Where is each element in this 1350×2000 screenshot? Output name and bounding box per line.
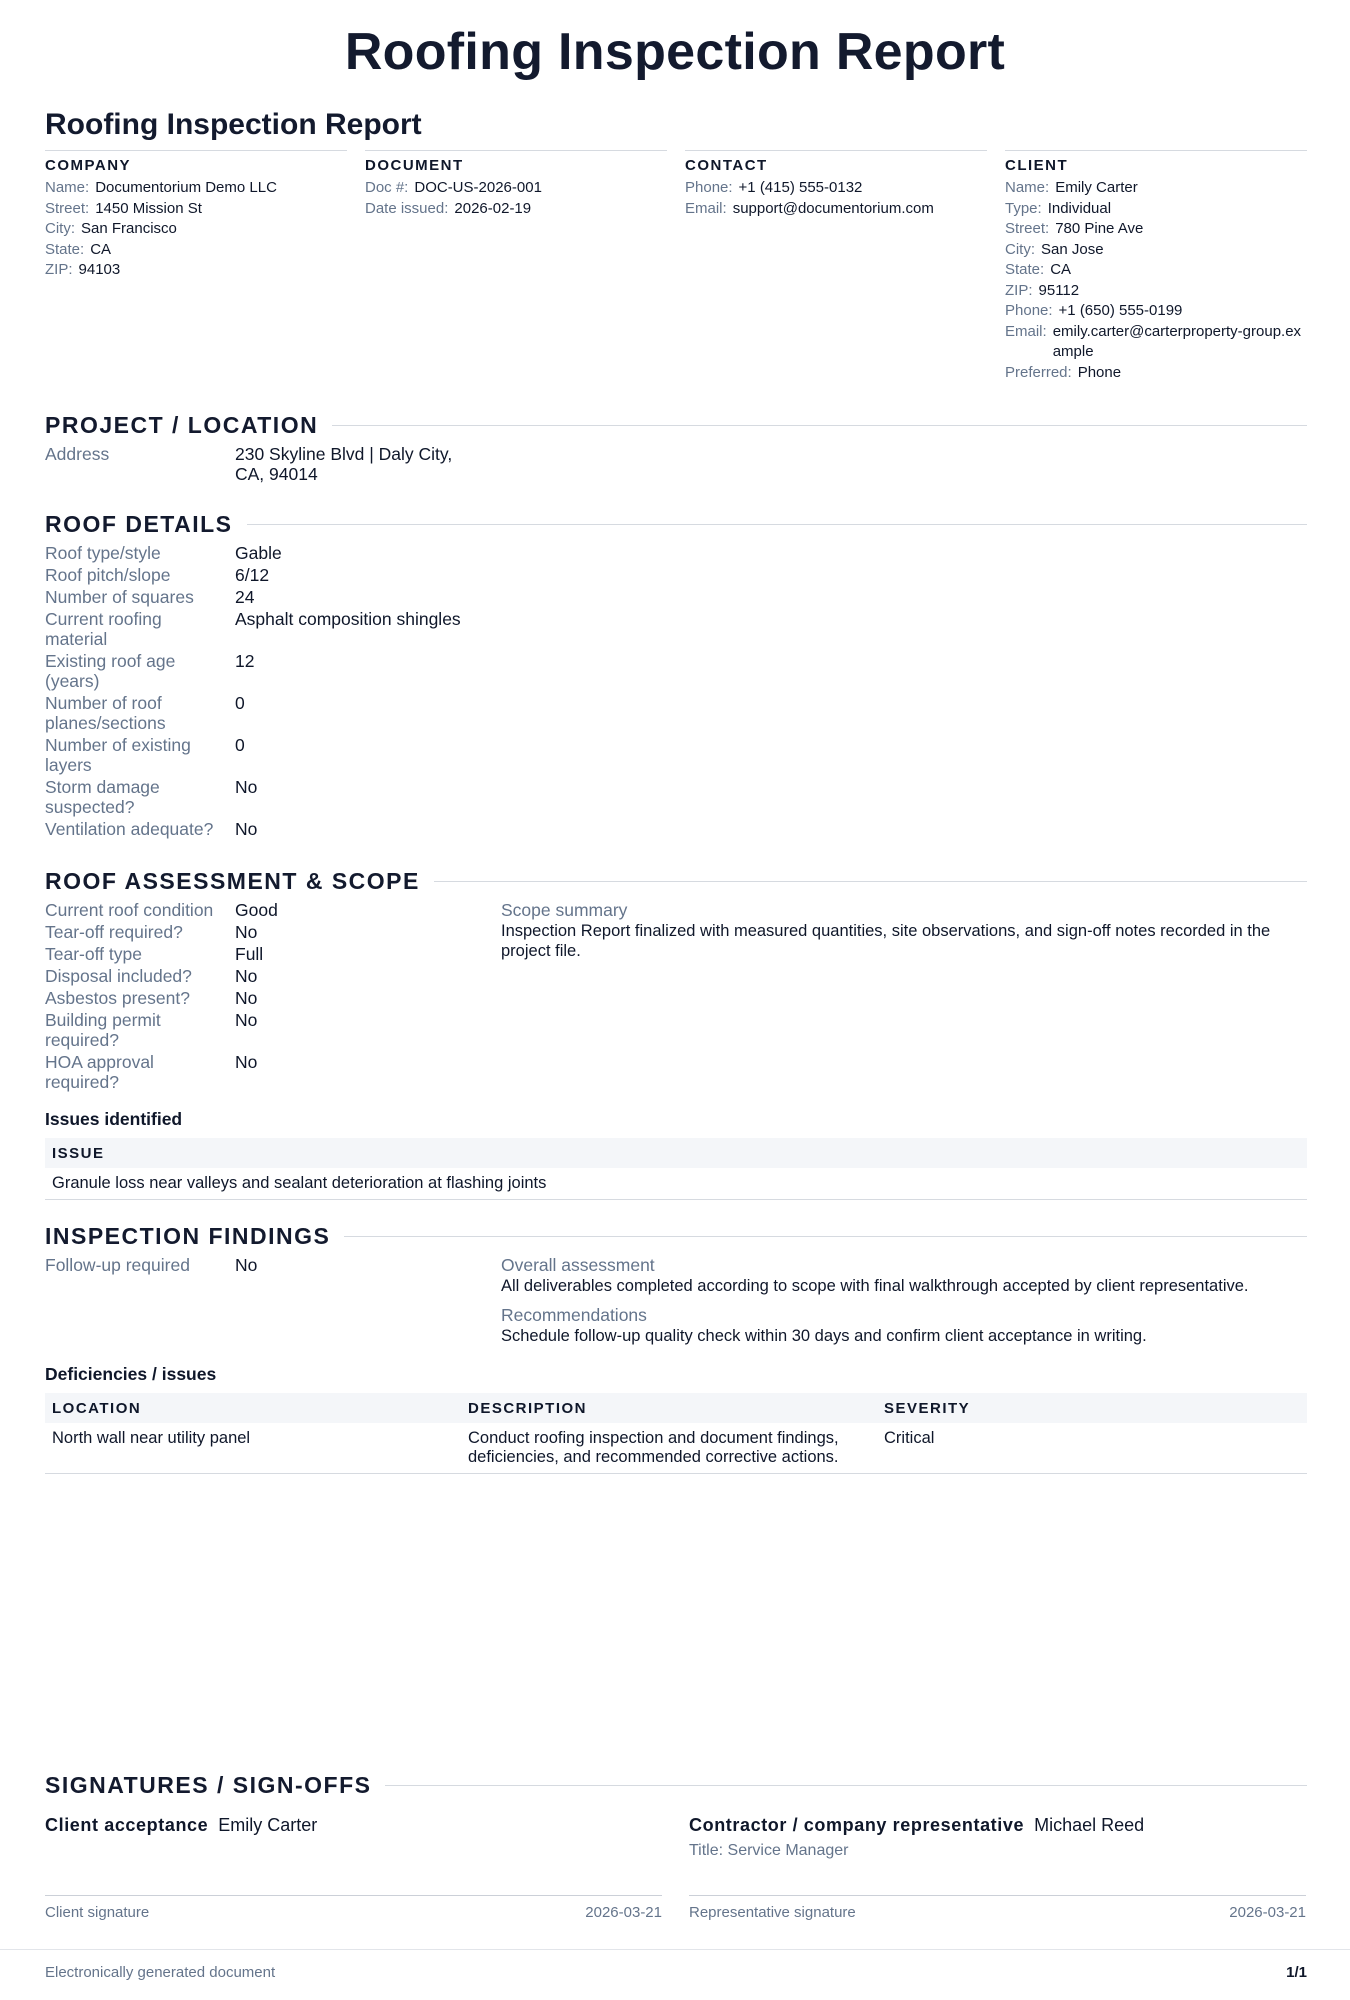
page-number: 1/1 xyxy=(1286,1964,1307,1981)
field-value: 12 xyxy=(235,651,255,671)
roof-details-fields xyxy=(45,543,495,841)
field-value: 0 xyxy=(235,693,245,713)
rep-signature-date: 2026-03-21 xyxy=(1229,1904,1306,1921)
overall-assessment-text: All deliverables completed according to scope with final walkthrough accepted by client representative. xyxy=(501,1277,1249,1295)
section-rule xyxy=(385,1785,1307,1786)
table-cell: Granule loss near valleys and sealant deterioration at flashing joints xyxy=(45,1168,1307,1200)
kv-value: emily.carter@carterproperty-group.example xyxy=(1052,322,1302,360)
deficiencies-heading: Deficiencies / issues xyxy=(45,1364,217,1384)
field-label: Current roof condition xyxy=(45,900,214,920)
footer-divider xyxy=(0,1949,1350,1950)
kv-value: Documentorium Demo LLC xyxy=(95,179,277,196)
field-label: Roof type/style xyxy=(45,543,161,563)
field-label: Address xyxy=(45,444,110,464)
field-label: Tear-off type xyxy=(45,944,142,964)
findings-fields xyxy=(45,1255,495,1277)
section-title: SIGNATURES / SIGN-OFFS xyxy=(45,1772,372,1798)
field-value: No xyxy=(235,777,258,797)
project-section-header xyxy=(45,412,1307,439)
section-title: ROOF ASSESSMENT & SCOPE xyxy=(45,868,420,894)
field-label: Existing roof age (years) xyxy=(45,651,176,691)
footer-note: Electronically generated document xyxy=(45,1964,276,1981)
kv-label: Phone: xyxy=(1005,302,1053,319)
field-label: Tear-off required? xyxy=(45,922,183,942)
issues-heading: Issues identified xyxy=(45,1109,183,1129)
section-rule xyxy=(434,881,1307,882)
section-rule xyxy=(247,524,1307,525)
client-signature-block xyxy=(45,1815,667,1836)
kv-value: San Francisco xyxy=(81,220,177,237)
rep-title: Title: Service Manager xyxy=(689,1842,849,1859)
field-label: Roof pitch/slope xyxy=(45,565,171,585)
kv-value: Individual xyxy=(1047,199,1112,217)
header-info-grid xyxy=(45,150,1307,383)
detail-field xyxy=(45,777,495,817)
kv-label: State: xyxy=(45,240,85,258)
field-label: Disposal included? xyxy=(45,966,192,986)
kv-label: Date issued: xyxy=(365,199,449,217)
client-signature-line xyxy=(45,1895,662,1921)
rep-signer-name: Michael Reed xyxy=(1034,1815,1145,1835)
assessment-field xyxy=(45,988,495,1008)
kv-value: 95112 xyxy=(1038,281,1080,299)
field-value: No xyxy=(235,819,258,839)
scope-summary-text: Inspection Report finalized with measured quantities, site observations, and sign-off notes recorded in the project file. xyxy=(501,922,1271,960)
field-value: 0 xyxy=(235,735,245,755)
section-title: ROOF DETAILS xyxy=(45,511,233,537)
detail-field xyxy=(45,609,495,649)
client-type-row xyxy=(1005,199,1307,220)
kv-label: Street: xyxy=(1005,220,1050,237)
kv-value: DOC-US-2026-001 xyxy=(414,179,542,196)
client-email-row xyxy=(1005,322,1307,363)
document-heading: DOCUMENT xyxy=(365,150,667,174)
section-rule xyxy=(344,1236,1307,1237)
recommendations-label: Recommendations xyxy=(501,1305,647,1325)
field-value: No xyxy=(235,966,258,986)
column-header-location: LOCATION xyxy=(45,1393,461,1423)
field-value: Full xyxy=(235,944,264,964)
company-state-row xyxy=(45,240,347,261)
client-zip-row xyxy=(1005,281,1307,302)
field-value: No xyxy=(235,988,258,1008)
kv-value: +1 (650) 555-0199 xyxy=(1058,302,1183,319)
assessment-field xyxy=(45,1010,495,1050)
assessment-fields xyxy=(45,900,495,1094)
client-name-row xyxy=(1005,178,1307,199)
rep-signature-label: Representative signature xyxy=(689,1904,856,1921)
scope-summary-block xyxy=(501,899,1307,969)
client-role-label: Client acceptance xyxy=(45,1815,209,1835)
kv-label: City: xyxy=(45,220,75,237)
document-title: Roofing Inspection Report xyxy=(45,108,422,141)
field-value: Asphalt composition shingles xyxy=(235,609,461,629)
kv-value: support@documentorium.com xyxy=(732,199,934,217)
assessment-field xyxy=(45,966,495,986)
field-label: Ventilation adequate? xyxy=(45,819,214,839)
client-signature-date: 2026-03-21 xyxy=(585,1904,662,1921)
detail-field xyxy=(45,651,495,691)
assessment-field xyxy=(45,944,495,964)
findings-section-header xyxy=(45,1223,1307,1250)
company-block xyxy=(45,150,347,383)
client-preferred-row xyxy=(1005,363,1307,384)
kv-value: 2026-02-19 xyxy=(454,199,532,217)
client-signature-label: Client signature xyxy=(45,1904,150,1921)
field-label: HOA approval required? xyxy=(45,1052,154,1092)
kv-label: Type: xyxy=(1005,199,1042,217)
kv-label: Name: xyxy=(1005,179,1050,196)
kv-value: San Jose xyxy=(1041,240,1104,258)
field-value: Good xyxy=(235,900,278,920)
kv-value: 1450 Mission St xyxy=(95,199,202,217)
table-header-row xyxy=(45,1138,1307,1168)
field-value: Gable xyxy=(235,543,282,563)
kv-label: City: xyxy=(1005,240,1035,258)
roof-details-section-header xyxy=(45,511,1307,538)
field-value: 6/12 xyxy=(235,565,270,585)
section-rule xyxy=(332,425,1307,426)
detail-field xyxy=(45,693,495,733)
field-label: Asbestos present? xyxy=(45,988,190,1008)
assessment-field xyxy=(45,900,495,920)
assessment-section-header xyxy=(45,868,1307,895)
findings-notes-block xyxy=(501,1254,1307,1354)
field-value: 24 xyxy=(235,587,255,607)
section-title: PROJECT / LOCATION xyxy=(45,412,319,438)
kv-label: Email: xyxy=(1005,322,1047,340)
kv-value: +1 (415) 555-0132 xyxy=(738,179,863,196)
client-phone-row xyxy=(1005,301,1307,322)
kv-value: CA xyxy=(90,240,112,258)
field-value: No xyxy=(235,1052,258,1072)
contact-phone-row xyxy=(685,178,987,199)
kv-label: Phone: xyxy=(685,179,733,196)
kv-label: Preferred: xyxy=(1005,363,1072,381)
company-city-row xyxy=(45,219,347,240)
deficiencies-table xyxy=(45,1393,1307,1474)
kv-value: Emily Carter xyxy=(1055,179,1138,196)
field-label: Follow-up required xyxy=(45,1255,190,1275)
company-street-row xyxy=(45,199,347,220)
company-name-row xyxy=(45,178,347,199)
scope-summary-label: Scope summary xyxy=(501,900,628,920)
kv-value: Phone xyxy=(1077,363,1122,381)
column-header-description: DESCRIPTION xyxy=(461,1393,877,1423)
field-label: Number of roof planes/sections xyxy=(45,693,166,733)
kv-label: ZIP: xyxy=(1005,281,1033,299)
field-value: No xyxy=(235,1255,258,1275)
table-row xyxy=(45,1423,1307,1474)
issues-table xyxy=(45,1138,1307,1200)
followup-field xyxy=(45,1255,495,1275)
severity-cell: Critical xyxy=(877,1423,1307,1474)
field-value: No xyxy=(235,922,258,942)
kv-label: Email: xyxy=(685,199,727,217)
kv-value: CA xyxy=(1050,261,1072,278)
rep-role-label: Contractor / company representative xyxy=(689,1815,1025,1835)
company-zip-row xyxy=(45,260,347,281)
field-label: Current roofing material xyxy=(45,609,162,649)
assessment-field xyxy=(45,922,495,942)
kv-label: Name: xyxy=(45,179,90,196)
client-block xyxy=(1005,150,1307,383)
contact-heading: CONTACT xyxy=(685,150,987,174)
field-value: No xyxy=(235,1010,258,1030)
detail-field xyxy=(45,819,495,839)
document-block xyxy=(365,150,667,383)
field-label: Building permit required? xyxy=(45,1010,161,1050)
column-header: ISSUE xyxy=(45,1138,1307,1168)
detail-field xyxy=(45,543,495,563)
kv-label: ZIP: xyxy=(45,261,73,278)
representative-signature-line xyxy=(689,1895,1306,1921)
recommendations-text: Schedule follow-up quality check within 30 days and confirm client acceptance in writing. xyxy=(501,1327,1147,1345)
location-cell: North wall near utility panel xyxy=(45,1423,461,1474)
contact-block xyxy=(685,150,987,383)
kv-value: 780 Pine Ave xyxy=(1055,220,1144,237)
description-cell: Conduct roofing inspection and document findings, deficiencies, and recommended corrective actions. xyxy=(461,1423,877,1474)
representative-signature-block xyxy=(689,1815,1311,1860)
client-city-row xyxy=(1005,240,1307,261)
field-label: Number of existing layers xyxy=(45,735,191,775)
project-fields xyxy=(45,444,495,486)
doc-number-row xyxy=(365,178,667,199)
kv-value: 94103 xyxy=(78,261,121,278)
client-heading: CLIENT xyxy=(1005,150,1307,174)
detail-field xyxy=(45,735,495,775)
contact-email-row xyxy=(685,199,987,220)
column-header-severity: SEVERITY xyxy=(877,1393,1307,1423)
assessment-field xyxy=(45,1052,495,1092)
table-header-row xyxy=(45,1393,1307,1423)
client-street-row xyxy=(1005,219,1307,240)
client-signer-name: Emily Carter xyxy=(218,1815,318,1835)
company-heading: COMPANY xyxy=(45,150,347,174)
field-label: Number of squares xyxy=(45,587,194,607)
page-title: Roofing Inspection Report xyxy=(344,23,1006,81)
signatures-section-header xyxy=(45,1772,1307,1799)
kv-label: Street: xyxy=(45,199,90,217)
detail-field xyxy=(45,587,495,607)
doc-date-row xyxy=(365,199,667,220)
kv-label: State: xyxy=(1005,261,1045,278)
address-field xyxy=(45,444,495,484)
section-title: INSPECTION FINDINGS xyxy=(45,1223,331,1249)
detail-field xyxy=(45,565,495,585)
field-value: 230 Skyline Blvd | Daly City, CA, 94014 xyxy=(235,444,453,484)
client-state-row xyxy=(1005,260,1307,281)
field-label: Storm damage suspected? xyxy=(45,777,160,817)
table-row xyxy=(45,1168,1307,1200)
overall-assessment-label: Overall assessment xyxy=(501,1255,655,1275)
kv-label: Doc #: xyxy=(365,179,409,196)
